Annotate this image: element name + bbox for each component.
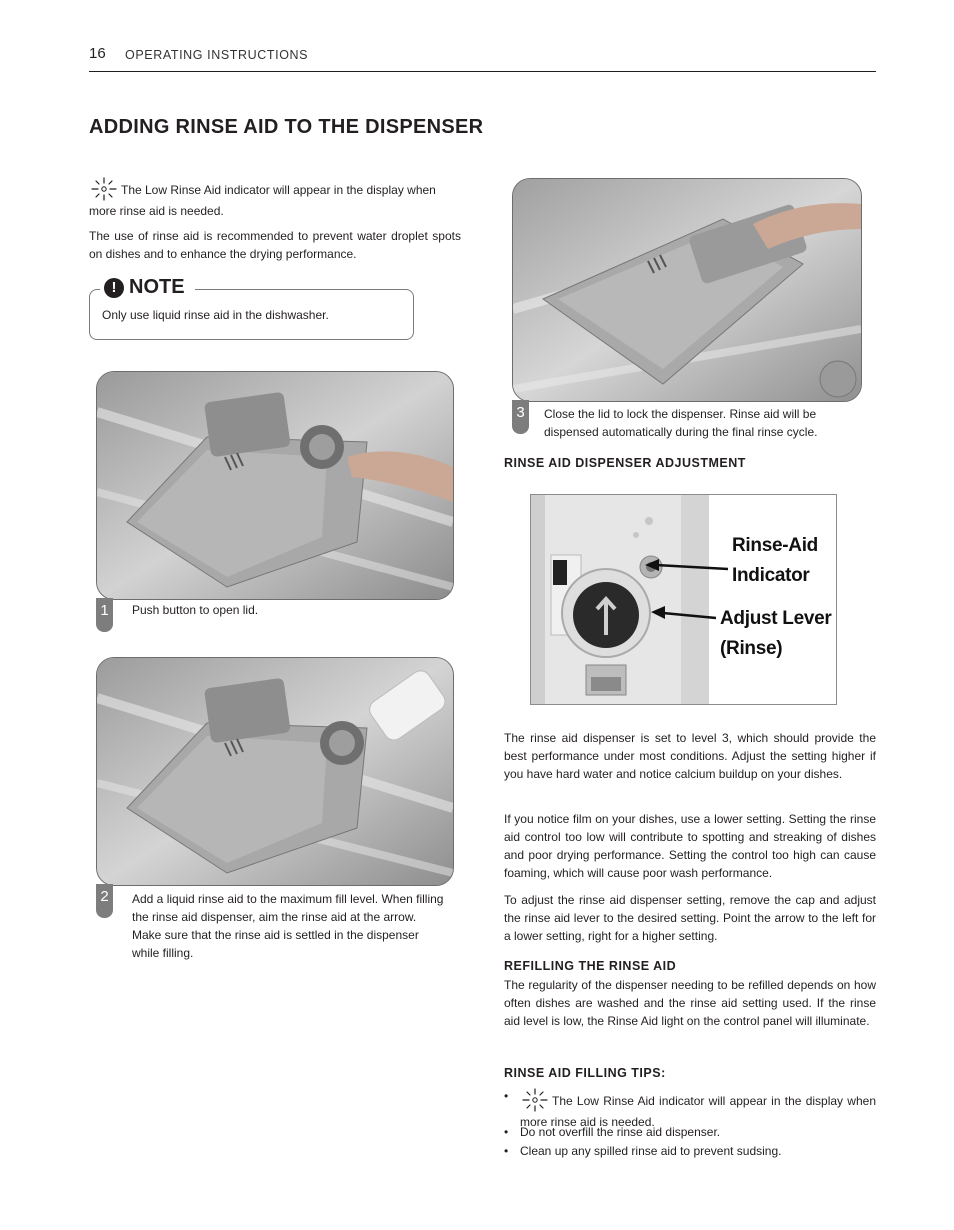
adjustment-paragraph-1: The rinse aid dispenser is set to level 3, which should provide the best performance under most conditions. Adjust the setting higher if you have hard water and notice calcium buildup on your dishes. [504,731,876,781]
refilling-heading: REFILLING THE RINSE AID [504,959,677,973]
step-2-text: Add a liquid rinse aid to the maximum fill level. When filling the rinse aid dispenser, aim the rinse aid at the arrow. Make sure that the rinse aid is settled in the dispenser while filling. [132,892,444,960]
tip-text-2: Do not overfill the rinse aid dispenser. [520,1125,721,1139]
rinse-aid-sparkle-icon [520,1087,550,1113]
rinse-aid-sparkle-icon [89,176,119,202]
tips-heading: RINSE AID FILLING TIPS: [504,1066,666,1080]
recommend-paragraph: The use of rinse aid is recommended to prevent water droplet spots on dishes and to enhance the drying performance. [89,229,461,261]
dispenser-open-illustration [97,372,453,599]
note-text: Only use liquid rinse aid in the dishwasher. [102,308,329,322]
callout-lever-line1: Adjust Lever [720,608,832,629]
exclamation-circle-icon: ! [104,278,124,298]
step-3-text: Close the lid to lock the dispenser. Rinse aid will be dispensed automatically during the final rinse cycle. [544,407,818,439]
dispenser-filling-illustration [97,658,453,885]
adjustment-diagram [530,494,837,705]
callout-rinse-aid-indicator [732,531,818,591]
step-1-text: Push button to open lid. [132,603,259,617]
tip-item: • The Low Rinse Aid indicator will appear in the display when more rinse aid is needed. [504,1089,876,1129]
callout-indicator-line1: Rinse-Aid [732,535,818,556]
page-number: 16 [89,45,106,62]
dispenser-closed-illustration [513,179,861,401]
callout-indicator-line2: Indicator [732,565,810,586]
adjustment-heading: RINSE AID DISPENSER ADJUSTMENT [504,456,746,470]
page-title: ADDING RINSE AID TO THE DISPENSER [89,116,484,138]
tip-text-3: Clean up any spilled rinse aid to prevent sudsing. [520,1144,782,1158]
indicator-text: The Low Rinse Aid indicator will appear in the display when more rinse aid is needed. [89,183,436,218]
callout-adjust-lever [720,604,832,664]
indicator-paragraph [89,176,461,220]
step-3-photo [512,178,862,402]
step-1-number: 1 [96,598,113,632]
step-2-photo [96,657,454,886]
tip-text-1: The Low Rinse Aid indicator will appear in the display when more rinse aid is needed. [520,1094,876,1129]
callout-arrows [531,495,836,704]
callout-lever-line2: (Rinse) [720,638,783,659]
step-3-number: 3 [512,400,529,434]
note-title [100,276,195,299]
step-2-number: 2 [96,884,113,918]
tip-item: • Do not overfill the rinse aid dispenser. [504,1123,876,1141]
header-rule [89,71,876,72]
refilling-text: The regularity of the dispenser needing to be refilled depends on how often dishes are washed and the rinse aid setting used. If the rinse aid level is low, the Rinse Aid light on the control panel will illuminate. [504,978,876,1028]
adjustment-paragraph-2: If you notice film on your dishes, use a lower setting. Setting the rinse aid control too low will contribute to spotting and streaking of dishes and poor drying performance. Setting the control too high can cause foaming, which will cause poor wash performance. [504,812,876,880]
running-header: OPERATING INSTRUCTIONS [125,48,309,62]
tip-item: • Clean up any spilled rinse aid to prevent sudsing. [504,1142,876,1160]
note-title-text: NOTE [129,276,185,298]
adjustment-paragraph-3: To adjust the rinse aid dispenser setting, remove the cap and adjust the rinse aid lever to the desired setting. Point the arrow to the left for a lower setting, right for a higher setting. [504,893,876,943]
step-1-photo [96,371,454,600]
